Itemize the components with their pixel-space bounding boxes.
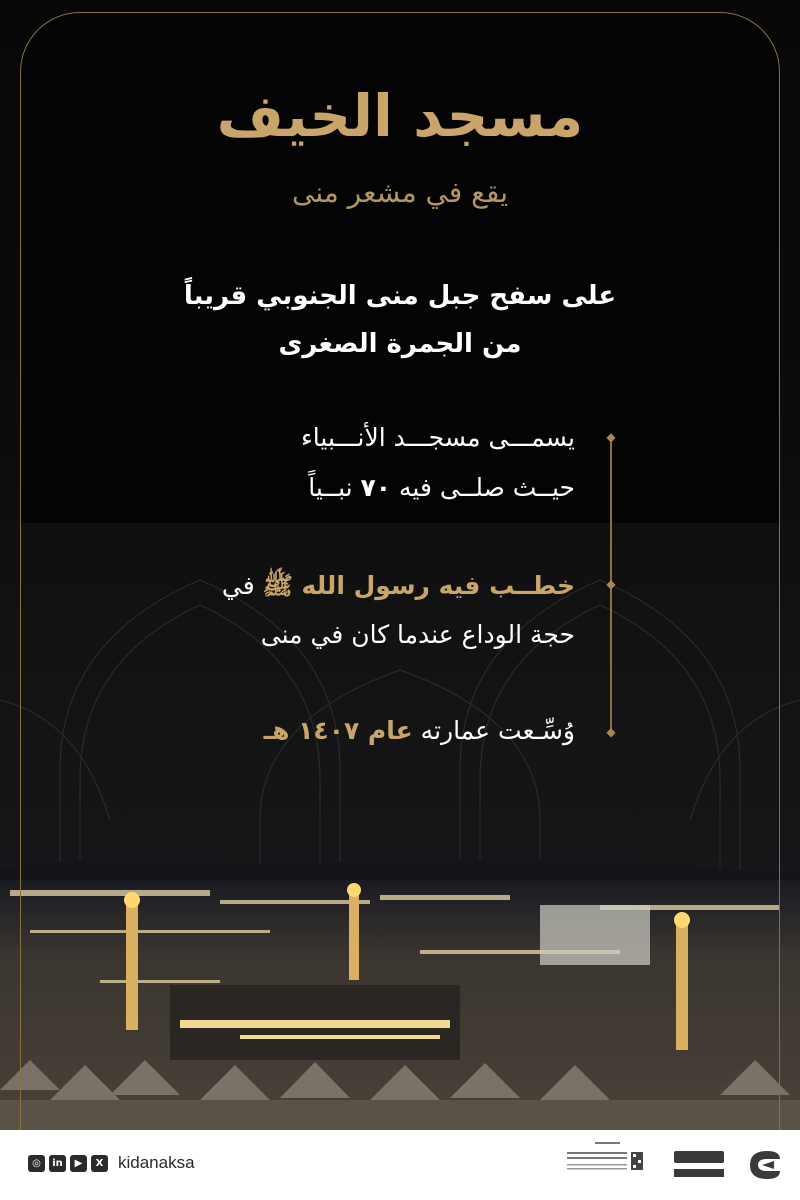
- timeline-dot: ◆: [606, 577, 616, 591]
- location-line-2: من الجمرة الصغرى: [278, 329, 522, 359]
- location-text: [0, 272, 800, 368]
- fact-1-line-1: يسمـــى مسجـــد الأنـــبياء: [301, 423, 575, 452]
- kidana-logo: [672, 1145, 782, 1185]
- fact-3-text: وُسِّـعت عمارته: [412, 716, 575, 745]
- fact-2-highlight: خطــب فيه رسول الله ﷺ: [262, 571, 575, 600]
- page-title: مسجد الخيف: [216, 82, 584, 150]
- fact-1-line-2: [210, 473, 575, 502]
- location-line-1: على سفح جبل منى الجنوبي قريباً: [183, 281, 617, 311]
- royal-commission-logo: [565, 1138, 643, 1183]
- fact-1-text-b: نبــياً: [308, 473, 361, 502]
- subtitle: يقع في مشعر منى: [291, 176, 508, 209]
- fact-2-line-1: [210, 570, 575, 607]
- linkedin-icon[interactable]: in: [49, 1155, 66, 1172]
- youtube-icon[interactable]: ▶: [70, 1155, 87, 1172]
- fact-2-line-2: حجة الوداع عندما كان في منى: [260, 620, 575, 649]
- fact-3-line: [210, 716, 575, 745]
- fact-3-year: عام ١٤٠٧ هـ: [263, 716, 413, 745]
- fact-1-number: ٧٠: [360, 473, 392, 502]
- fact-2-text: في: [221, 571, 263, 600]
- timeline-dot: ◆: [606, 430, 616, 444]
- instagram-icon[interactable]: ◎: [28, 1155, 45, 1172]
- x-icon[interactable]: X: [91, 1155, 108, 1172]
- social-handle[interactable]: kidanaksa: [118, 1153, 195, 1172]
- fact-1-text-a: حيــث صلــى فيه: [391, 473, 575, 502]
- social-links: [28, 1155, 108, 1172]
- timeline-dot: ◆: [606, 725, 616, 739]
